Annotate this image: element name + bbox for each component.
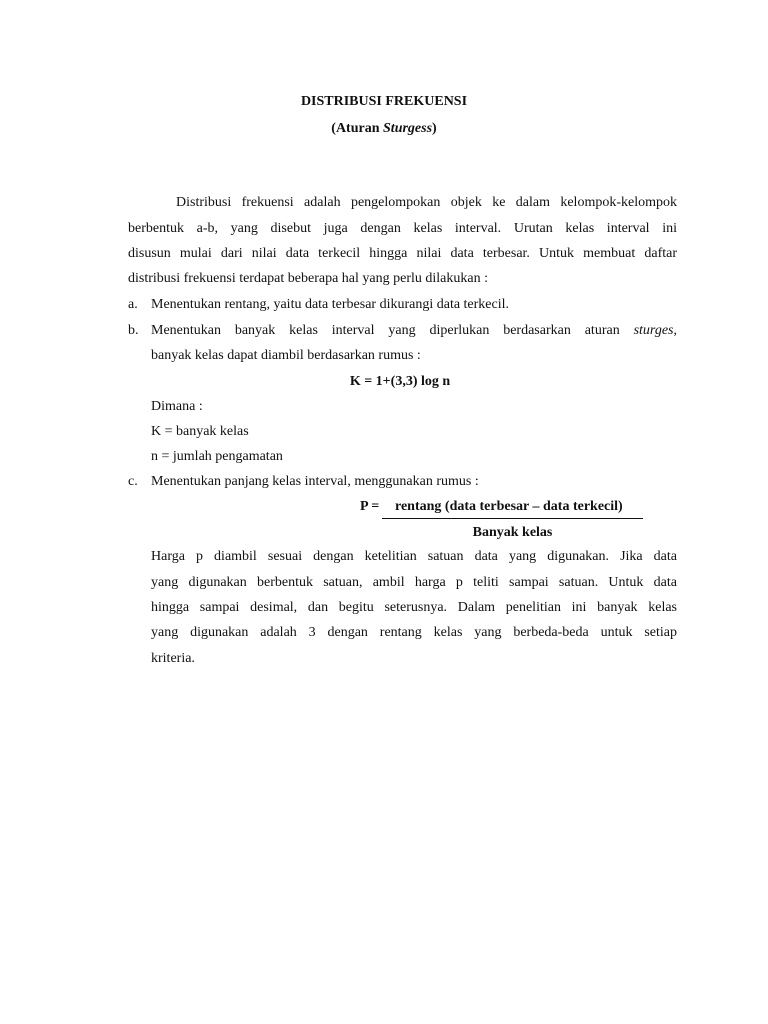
formula-denominator: Banyak kelas — [472, 525, 553, 540]
subtitle-suffix: ) — [432, 121, 437, 136]
item-c-para-last: kriteria. — [151, 651, 195, 666]
item-c-para-line-1: Harga p diambil sesuai dengan ketelitian satuan data yang digunakan. Jika data — [151, 549, 677, 564]
item-b-line-1-italic: sturges — [633, 323, 674, 338]
item-c-para-line-4: yang digunakan adalah 3 dengan rentang kelas yang berbeda-beda untuk setiap — [151, 625, 677, 640]
intro-line-2: berbentuk a-b, yang disebut juga dengan kelas interval. Urutan kelas interval ini — [128, 221, 677, 236]
item-b-marker: b. — [128, 323, 139, 338]
formula-lhs: P = — [360, 499, 380, 514]
item-c-marker: c. — [128, 474, 138, 489]
fraction-bar — [382, 518, 643, 519]
item-c-para-line-3: hingga sampai desimal, dan begitu seterusnya. Dalam penelitian ini banyak kelas — [151, 600, 677, 615]
item-b-line-1-prefix: Menentukan banyak kelas interval yang diperlukan berdasarkan aturan — [151, 323, 634, 338]
item-c-text: Menentukan panjang kelas interval, menggunakan rumus : — [151, 474, 479, 489]
item-b-line-1 — [151, 322, 677, 340]
sturges-formula: K = 1+(3,3) log n — [349, 374, 451, 389]
definition-n: n = jumlah pengamatan — [151, 449, 283, 464]
intro-line-3: disusun mulai dari nilai data terkecil hingga nilai data terbesar. Untuk membuat daftar — [128, 246, 677, 261]
item-b-line-2: banyak kelas dapat diambil berdasarkan rumus : — [151, 348, 421, 363]
item-c-para-line-2: yang digunakan berbentuk satuan, ambil harga p teliti sampai satuan. Untuk data — [151, 575, 677, 590]
document-subtitle — [0, 121, 768, 137]
formula-numerator: rentang (data terbesar – data terkecil) — [395, 499, 623, 514]
item-a-marker: a. — [128, 297, 138, 312]
item-b-line-1-suffix: , — [673, 323, 677, 338]
subtitle-italic: Sturgess — [383, 121, 433, 136]
definition-k: K = banyak kelas — [151, 424, 249, 439]
intro-line-1: Distribusi frekuensi adalah pengelompokan objek ke dalam kelompok-kelompok — [176, 195, 677, 210]
item-a-text: Menentukan rentang, yaitu data terbesar dikurangi data terkecil. — [151, 297, 510, 312]
subtitle-prefix: (Aturan — [331, 121, 384, 136]
dimana-label: Dimana : — [151, 399, 203, 414]
intro-line-4: distribusi frekuensi terdapat beberapa hal yang perlu dilakukan : — [128, 271, 488, 286]
document-title: DISTRIBUSI FREKUENSI — [300, 94, 468, 109]
